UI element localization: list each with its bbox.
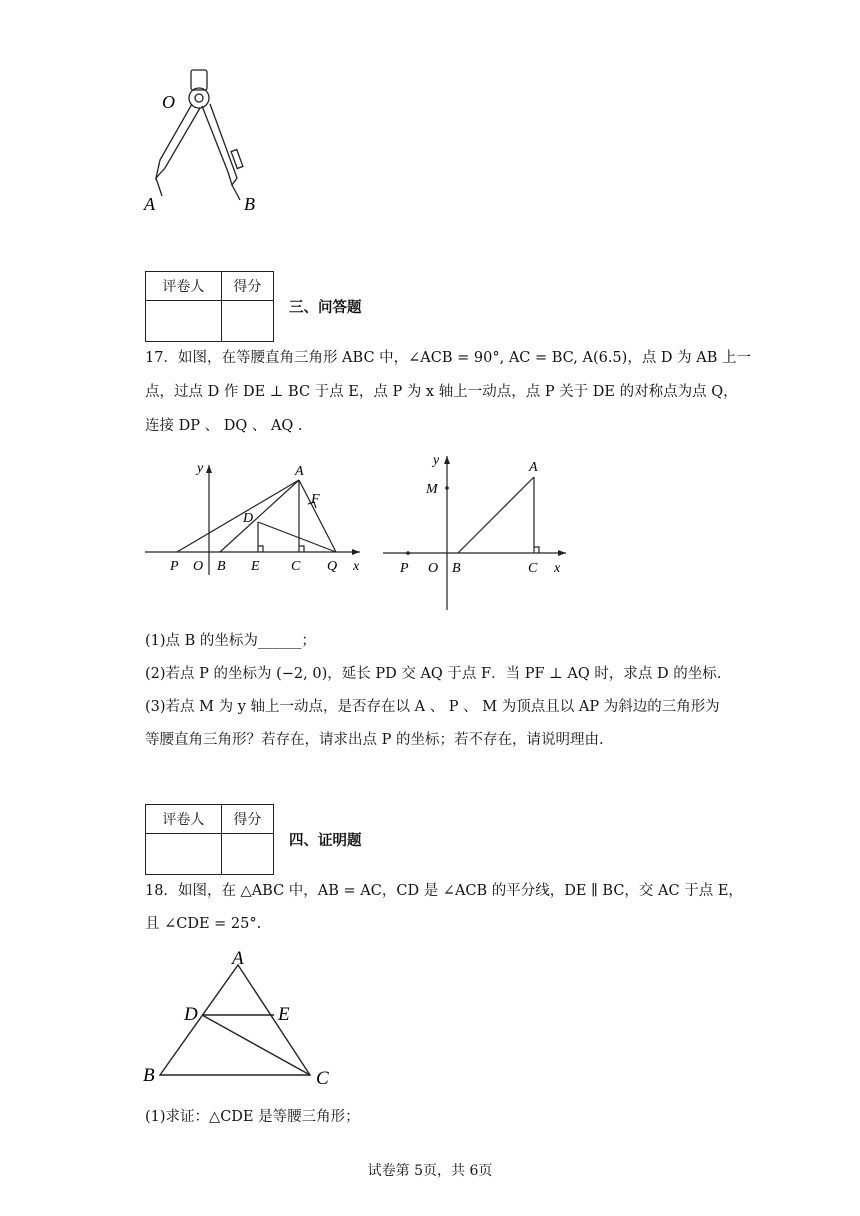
q17-part2: (2)若点 P 的坐标为 (−2, 0)，延长 PD 交 AQ 于点 F．当 PF ⊥ AQ 时，求点 D 的坐标. [145,666,722,682]
fig1-a: A [295,464,304,479]
q17-part3b: 等腰直角三角形？若存在，请求出点 P 的坐标；若不存在，请说明理由. [145,732,604,748]
fig2-m: M [426,482,438,497]
compass-label-a: A [144,194,155,214]
fig1-e: E [251,559,260,574]
q17-part1: (1)点 B 的坐标为______； [145,633,316,649]
q18-label-b: B [143,1065,155,1086]
q17-line2: 点，过点 D 作 DE ⊥ BC 于点 E，点 P 为 x 轴上一动点，点 P 关于 DE 的对称点为点 Q， [145,384,738,400]
reviewer-header: 评卷人 [146,272,222,301]
fig1-f: F [311,492,320,507]
q18-part1: (1)求证：△CDE 是等腰三角形； [145,1109,360,1125]
score-cell[interactable] [221,834,273,875]
section-title-proof: 四、证明题 [289,833,362,849]
q17-line3: 连接 DP 、 DQ 、 AQ . [145,418,303,434]
score-header: 得分 [221,805,273,834]
fig1-x: x [353,559,360,574]
section-title-qa: 三、问答题 [289,300,362,316]
reviewer-header: 评卷人 [146,805,222,834]
q18-label-a: A [232,948,244,969]
fig2-y: y [433,453,440,468]
fig2-p: P [400,561,409,576]
fig1-d: D [243,511,254,526]
fig2-o: O [428,561,439,576]
q17-line1: 17．如图，在等腰直角三角形 ABC 中，∠ACB = 90°, AC = BC, A(6.5)，点 D 为 AB 上一 [145,350,752,366]
q18-label-c: C [316,1068,329,1089]
score-table-2 [145,804,274,875]
q18-line2: 且 ∠CDE = 25°. [145,916,262,932]
q18-figure [140,945,340,1090]
fig1-p: P [170,559,179,574]
fig2-x: x [554,561,561,576]
fig2-b: B [452,561,461,576]
fig1-c: C [291,559,301,574]
q17-figure-2 [378,450,578,612]
fig2-c: C [528,561,538,576]
fig2-a: A [529,460,538,475]
reviewer-cell[interactable] [146,301,222,342]
compass-label-b: B [244,194,255,214]
compass-figure [140,60,270,220]
q17-figure-1 [140,450,370,580]
score-header: 得分 [221,272,273,301]
score-cell[interactable] [221,301,273,342]
score-table-1 [145,271,274,342]
q18-label-e: E [278,1004,290,1025]
q18-line1: 18．如图，在 △ABC 中，AB = AC，CD 是 ∠ACB 的平分线，DE ∥ BC，交 AC 于点 E， [145,883,743,899]
page-footer: 试卷第 5页，共 6页 [367,1163,493,1179]
reviewer-cell[interactable] [146,834,222,875]
fig1-y: y [197,461,204,476]
compass-label-o: O [162,92,175,112]
q17-part3a: (3)若点 M 为 y 轴上一动点，是否存在以 A 、 P 、 M 为顶点且以 AP 为斜边的三角形为 [145,699,720,715]
fig1-b: B [217,559,226,574]
fig1-q: Q [327,559,338,574]
fig1-o: O [193,559,204,574]
q18-label-d: D [184,1004,198,1025]
